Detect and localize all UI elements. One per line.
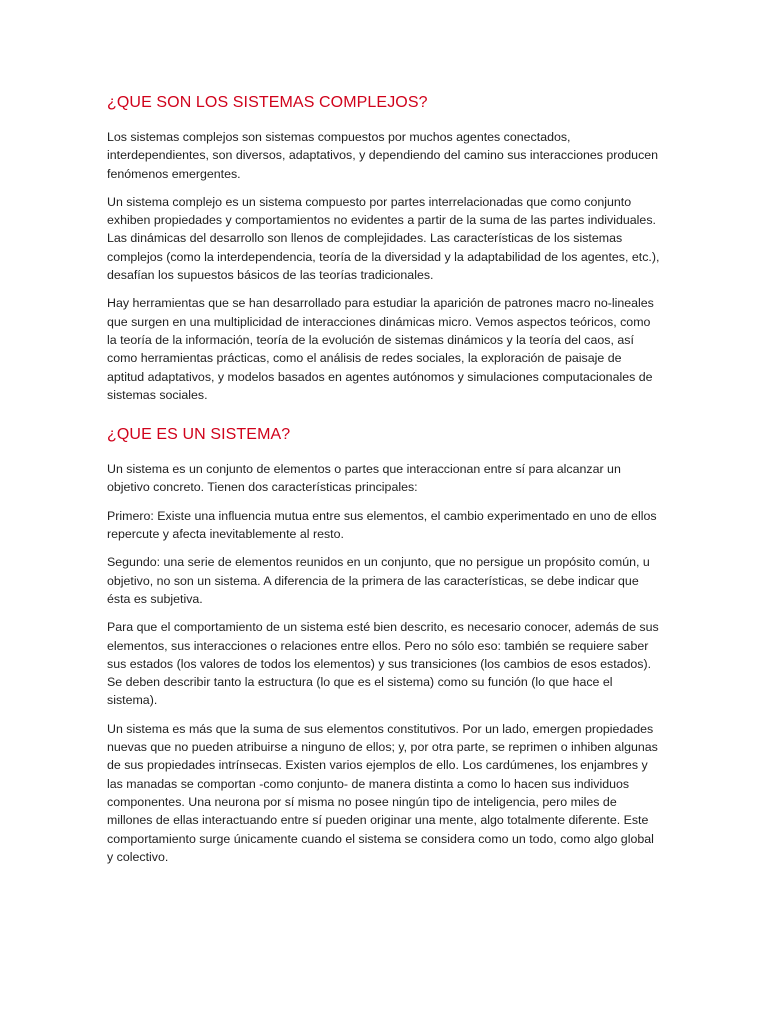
paragraph: Un sistema es un conjunto de elementos o partes que interaccionan entre sí para alcanzar un objetivo concreto. Tienen dos características principales:	[107, 462, 621, 495]
section-heading-sistemas-complejos: ¿QUE SON LOS SISTEMAS COMPLEJOS?	[107, 94, 428, 111]
paragraph: Para que el comportamiento de un sistema esté bien descrito, es necesario conocer, además de sus elementos, sus interacciones o relaciones entre ellos. Pero no sólo eso: también se requiere saber sus estados (los valores de todos los elementos) y sus transiciones (los cambios de esos estados). Se deben describir tanto la estructura (lo que es el sistema) como su función (lo que hace el sistema).	[107, 620, 659, 708]
paragraph: Los sistemas complejos son sistemas compuestos por muchos agentes conectados, interdependientes, son diversos, adaptativos, y dependiendo del camino sus interacciones producen fenómenos emergentes.	[107, 130, 659, 181]
section-heading-que-es-un-sistema: ¿QUE ES UN SISTEMA?	[107, 426, 291, 444]
paragraph: Primero: Existe una influencia mutua entre sus elementos, el cambio experimentado en uno de ellos repercute y afecta inevitablemente al resto.	[107, 508, 657, 542]
paragraph: Segundo: una serie de elementos reunidos en un conjunto, que no persigue un propósito común, u objetivo, no son un sistema. A diferencia de la primera de las características, se debe indicar que ésta es subjetiva.	[107, 555, 650, 606]
paragraph: Un sistema complejo es un sistema compuesto por partes interrelacionadas que como conjunto exhiben propiedades y comportamientos no evidentes a partir de la suma de las partes individuales. Las dinámicas del desarrollo son llenos de complejidades. Las características de los sistemas complejos (como la interdependencia, teoría de la diversidad y la adaptabilidad de los agentes, etc.), desafían los supuestos básicos de las teorías tradicionales.	[107, 194, 660, 283]
paragraph: Un sistema es más que la suma de sus elementos constitutivos. Por un lado, emergen propiedades nuevas que no pueden atribuirse a ninguno de ellos; y, por otra parte, se reprimen o inhiben algunas de sus propiedades intrínsecas. Existen varios ejemplos de ello. Los cardúmenes, los enjambres y las manadas se comportan -como conjunto- de manera distinta a como lo hacen sus individuos componentes. Una neurona por sí misma no posee ningún tipo de inteligencia, pero miles de millones de ellas interactuando entre sí pueden originar una mente, algo totalmente diferente. Este comportamiento surge únicamente cuando el sistema se considera como un todo, como algo global y colectivo.	[107, 721, 658, 864]
paragraph: Hay herramientas que se han desarrollado para estudiar la aparición de patrones macro no-lineales que surgen en una multiplicidad de interacciones dinámicas micro. Vemos aspectos teóricos, como la teoría de la información, teoría de la evolución de sistemas dinámicos y la teoría del caos, así como herramientas prácticas, como el análisis de redes sociales, la exploración de paisaje de aptitud adaptativos, y modelos basados en agentes autónomos y simulaciones computacionales de sistemas sociales.	[107, 296, 654, 402]
